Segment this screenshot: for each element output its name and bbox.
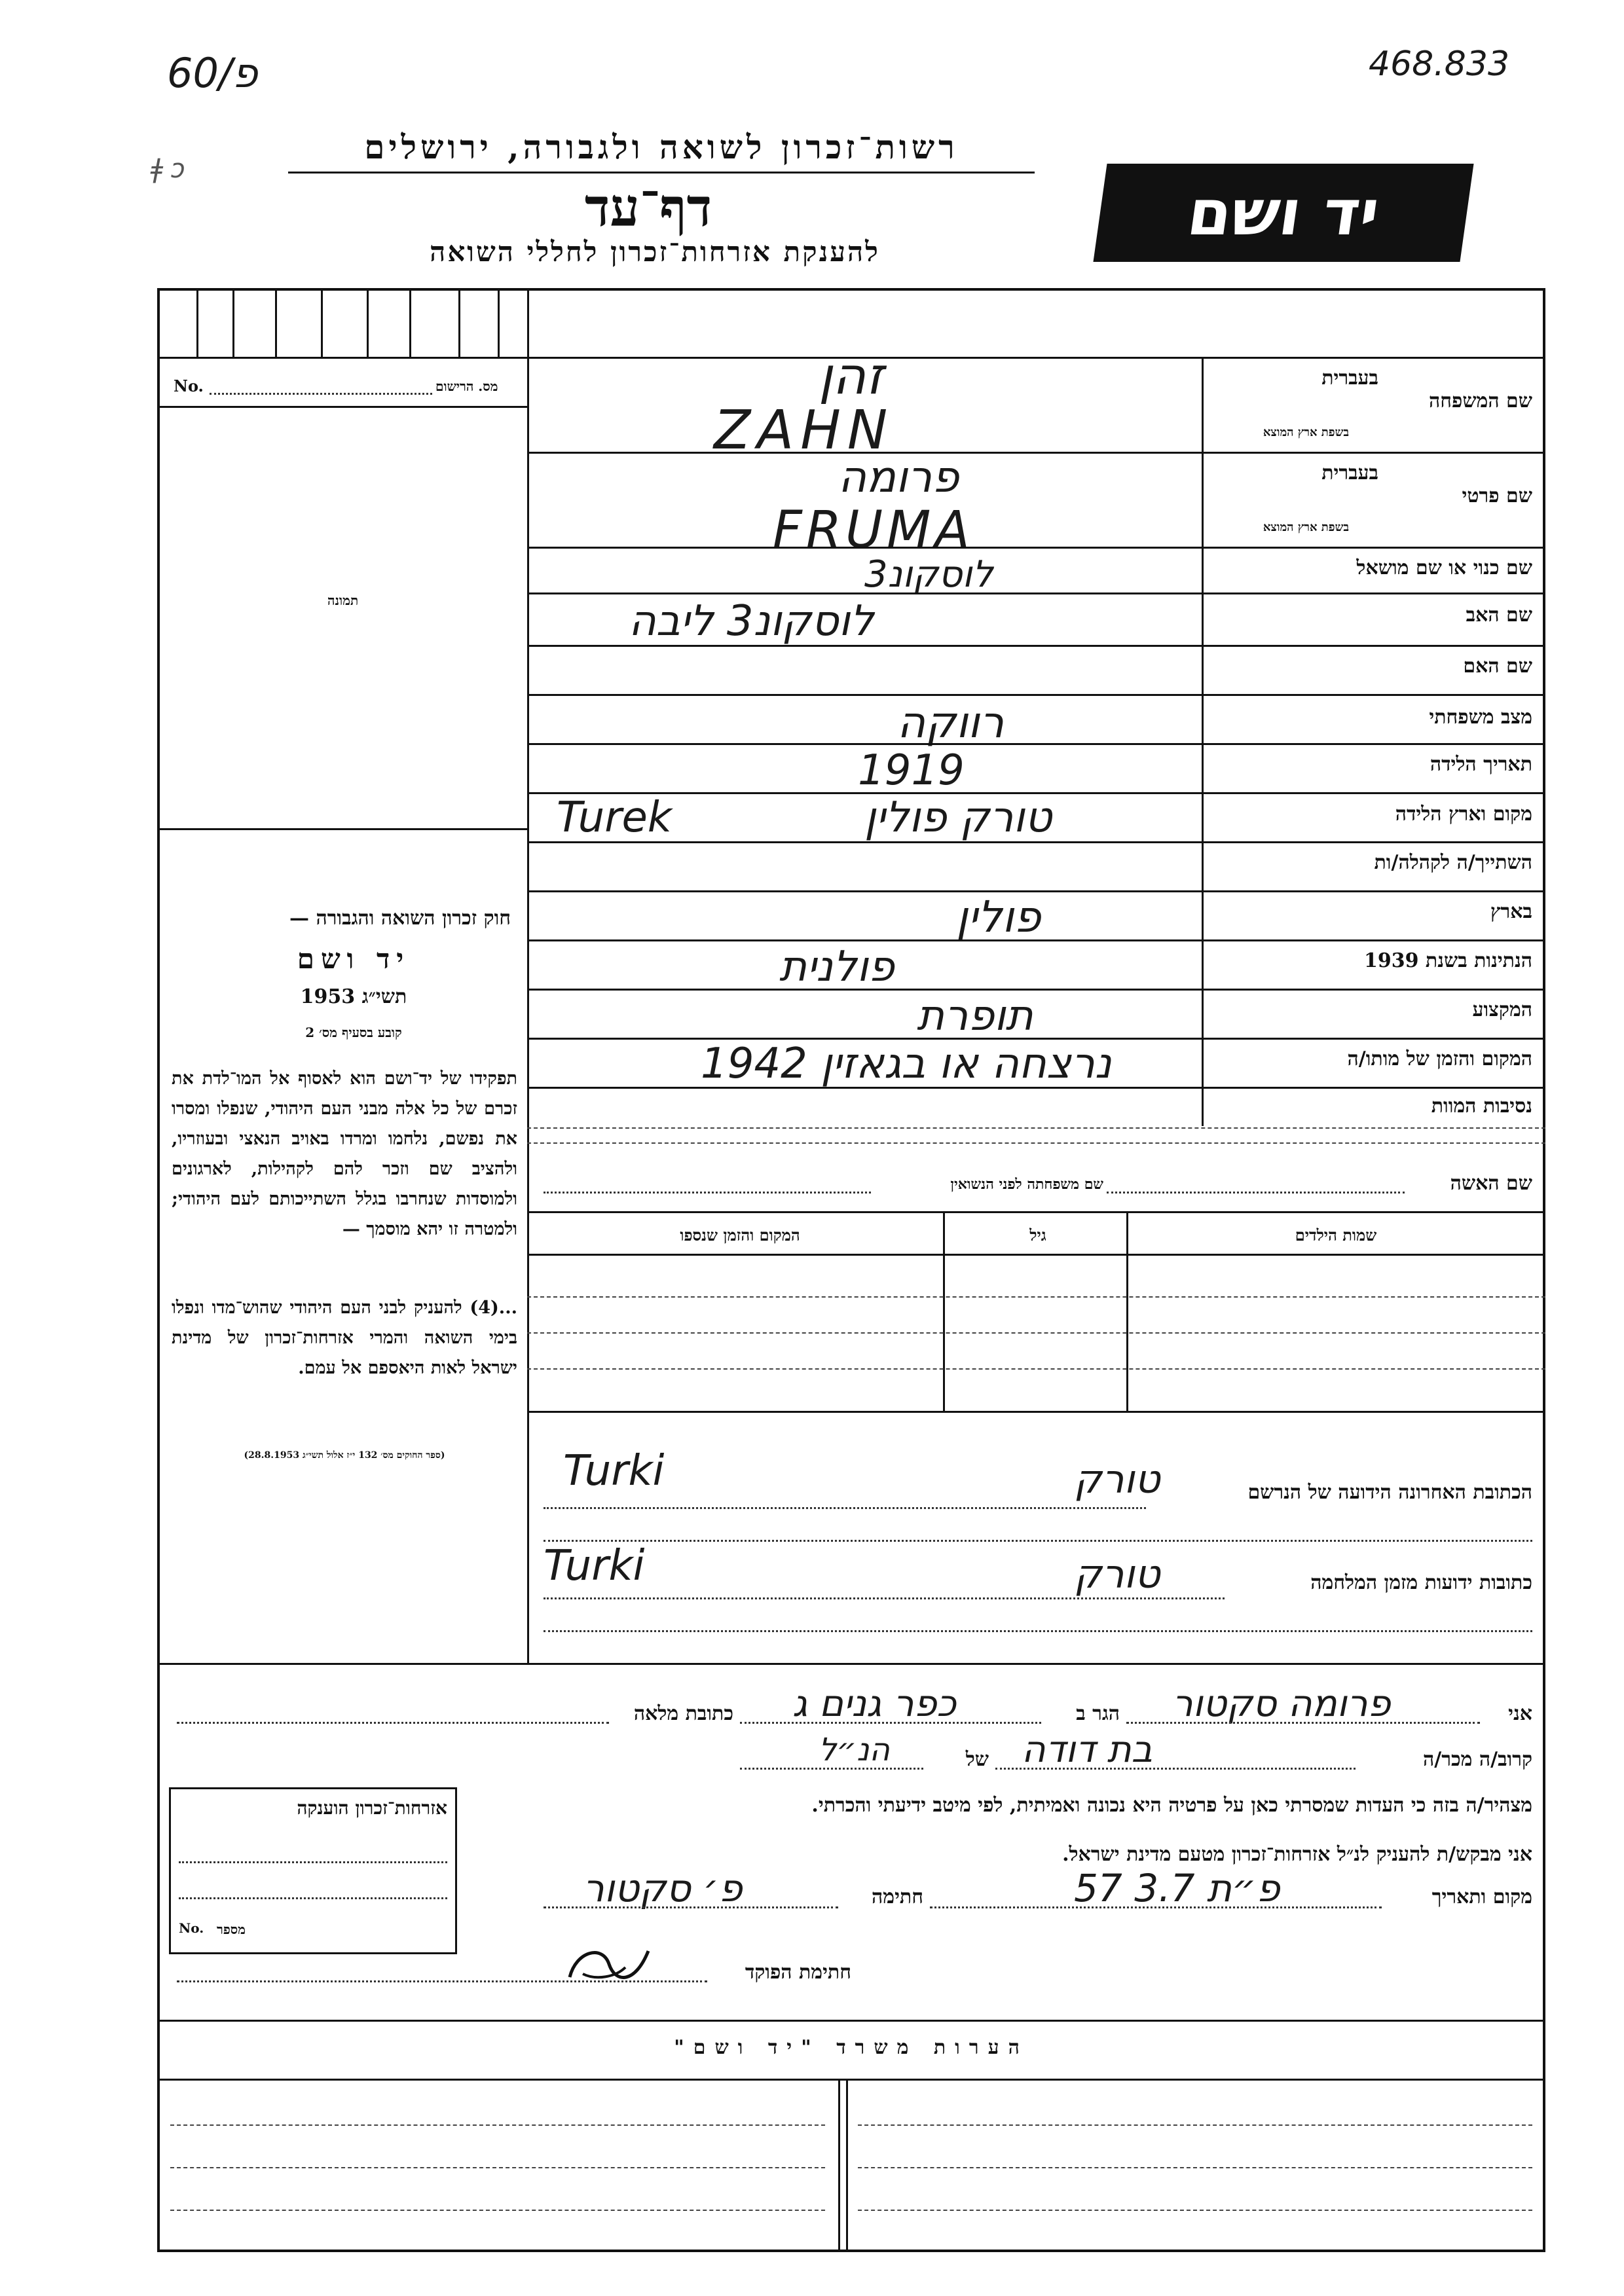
table-header-line [527,1254,1545,1256]
last-address-label: הכתובת האחרונה הידועה של הנרשם [1247,1481,1532,1504]
death-circumstances-label: נסיבות המוות [1431,1095,1532,1118]
office-notes-line [858,2124,1532,2126]
last-address-line [544,1507,1146,1509]
profession-label: המקצוע [1472,998,1532,1021]
wife-maiden-line [544,1192,871,1194]
surname-label: שם המשפחה [1428,390,1532,412]
office-notes-line [170,2124,825,2126]
left-panel-divider [527,288,529,1663]
office-notes-line [858,2210,1532,2211]
photo-area-bottom [157,828,527,830]
registration-no-label: No. [174,376,204,395]
form-subtitle: להענקת אזרחות־זכרון לחללי השואה [430,236,880,268]
first-name-hebrew-value: פרומה [838,452,959,502]
country-label: בארץ [1490,900,1532,923]
relative-label: קרוב/ה מכר/ה [1423,1748,1532,1771]
marital-label: מצב משפחתי [1429,706,1532,729]
last-address-hebrew: טורק [1074,1457,1160,1503]
office-notes-column [846,2079,848,2252]
mother-label: שם האם [1463,655,1532,678]
table-row-line [527,1332,1545,1334]
box-divider [196,288,198,357]
place-date-value: פ״ת 3.7 57 [1074,1866,1280,1910]
photo-label: תמונה [327,592,359,608]
form-title: דף־עד [584,177,712,238]
full-address-label: כתובת מלאה [633,1702,733,1725]
relation-line [995,1768,1356,1770]
of-value: הנ״ל [819,1732,890,1768]
office-notes-line [858,2167,1532,2168]
father-value: לוסקונ3 ליבה [629,597,874,646]
full-address-line [177,1722,609,1724]
place-date-label: מקום ותאריך [1431,1886,1532,1908]
scribble-mark: ǂ ↄ [151,154,186,184]
relation-value: בת דודה [1022,1728,1153,1771]
office-notes-divider [157,2020,1545,2022]
law-paragraph-2: ...(4) להעניק לבני העם היהודי שהוש־מדו ונפלו בימי השואה והמרי אזרחות־זכרון של מדינת ישראל לאות היאספם אל עמם. [172,1298,517,1378]
birth-place-latin-value: Turek [557,793,672,842]
table-column-line [1126,1211,1128,1411]
death-place-value: נרצחה או בגאזין 1942 [701,1040,1112,1088]
first-name-native-value: FRUMA [773,501,974,560]
citizenship-label: הנתינות בשנת 1939 [1363,949,1532,972]
community-label: השתייך/ה לקהלה/ות [1374,851,1532,874]
children-names-header: שמות הילדים [1295,1226,1377,1245]
signature-label: חתימה [872,1886,923,1908]
office-notes-line [170,2167,825,2168]
office-notes-title: הערות משרד "יד ושם" [674,2036,1029,2059]
citizenship-number-label: מספר [217,1922,246,1937]
declarant-residence: כפר גנים ג [792,1683,957,1725]
birth-place-value: טורק פולין [864,793,1052,842]
row-line [527,1142,1545,1144]
wartime-address-hebrew: טורק [1074,1552,1160,1597]
wartime-address-line-2 [544,1630,1532,1632]
box-divider [232,288,234,357]
of-label: של [965,1748,989,1771]
declarant-i-label: אני [1508,1702,1532,1725]
section-divider [157,1663,1545,1665]
first-name-hebrew-sub: בעברית [1321,462,1378,484]
wife-label: שם האשה [1450,1172,1532,1195]
marital-value: רווקה [897,697,1005,748]
surname-native-value: ZAHN [714,399,895,462]
box-divider [498,288,500,357]
row-line [527,989,1545,991]
declaration-text: מצהיר/ה בזה כי העדות שמסרתי כאן על פרטיה היא נכונה ואמיתית, לפי מיטב ידיעתי והכרתי. [811,1794,1532,1817]
of-line [740,1768,923,1770]
row-line [527,645,1545,647]
officer-signature-scribble [563,1938,655,2001]
law-heading: חוק זכרון השואה והגבורה — [289,907,511,930]
label-column-divider [1202,357,1204,1126]
office-notes-column [838,2079,840,2252]
profession-value: תופרת [917,992,1033,1040]
row-line [527,743,1545,745]
table-row-line [527,1368,1545,1370]
registration-label: מס. הרישום [435,378,498,394]
citizenship-value: פולנית [779,943,895,991]
wartime-address-line [544,1597,1225,1599]
row-line [527,1127,1545,1129]
law-year: תשי״ג 1953 [300,985,407,1008]
citizenship-granted-box [169,1787,457,1954]
first-name-native-sub: בשפת ארץ המוצא [1263,520,1349,534]
surname-hebrew-value: זהן [819,347,884,406]
law-paragraph-1: תפקידו של יד־ושם הוא לאסוף אל המו־לדת את זכרם של כל אלה מבני העם היהודי, שנפלו ומסרו את נפשם, נלחמו ומרדו באויב הנאצי ובעוזריו, ולהציב שם וזכר להם לקהילות, לארגונים ולמוסדות שנחרבו בגלל השתייכותם לעם היהודי; ולמטרה זו יהא מוסמך — [172,1068,517,1239]
table-column-line [943,1211,945,1411]
nickname-value: לוסקונ3 [864,553,993,596]
nickname-label: שם כנוי או שם מושאל [1356,556,1532,579]
form-frame [157,288,1545,2252]
row-line [527,841,1545,843]
surname-hebrew-sub: בעברית [1321,367,1378,390]
father-label: שם האב [1466,604,1532,627]
archive-number: 468.833 [1369,45,1510,84]
officer-line [177,1980,707,1982]
box-divider [458,288,460,357]
citizenship-no-label: No. [179,1920,204,1936]
wartime-address-label: כתובות ידועות מזמן המלחמה [1310,1571,1532,1594]
table-row-line [527,1296,1545,1298]
row-line [527,1211,1545,1213]
signature-line [544,1906,838,1908]
row-line [527,452,1545,454]
declarant-resides-label: הגר ב [1076,1702,1120,1725]
wife-maiden-label: שם משפחתה לפני הנשואין [950,1176,1103,1193]
registration-no-line [210,393,432,395]
last-address-line-2 [544,1540,1532,1542]
wife-line [1107,1192,1405,1194]
office-notes-header-line [157,2079,1545,2081]
box-divider [409,288,411,357]
children-age-header: גיל [1029,1226,1046,1245]
declarant-name-line [1126,1722,1480,1724]
birth-date-label: תאריך הלידה [1430,753,1532,776]
birth-date-value: 1919 [858,746,965,795]
table-bottom-line [527,1411,1545,1413]
last-address-latin: Turki [563,1447,665,1495]
first-name-label: שם פרטי [1462,484,1532,507]
country-value: פולין [956,892,1041,942]
children-place-header: המקום והזמן שנספו [680,1226,800,1245]
institution-underline [288,172,1035,173]
birth-place-label: מקום וארץ הלידה [1395,803,1532,826]
row-line [527,939,1545,941]
row-line [527,694,1545,696]
death-place-label: המקום והזמן של מותו/ה [1347,1048,1532,1070]
box-divider [321,288,323,357]
office-notes-line [170,2210,825,2211]
citizenship-granted-title: אזרחות־זכרון הוענקה [297,1797,447,1819]
box-divider [275,288,277,357]
row-line [527,592,1545,594]
yad-vashem-logo: יד ושם [1093,164,1473,262]
place-date-line [930,1906,1382,1908]
residence-line [740,1722,1041,1724]
institution-name: רשות־זכרון לשואה ולגבורה, ירושלים [364,128,959,166]
citizenship-line [179,1897,447,1899]
declarant-name: פרומה סקטור [1172,1683,1391,1725]
registration-line [157,406,527,408]
law-clause: קובע בסעיף מס׳ 2 [305,1025,402,1040]
law-name: יד ושם [297,943,411,975]
officer-signature-label: חתימת הפוקד [745,1961,851,1984]
row-line [527,1087,1545,1089]
row-line [527,547,1545,549]
surname-native-sub: בשפת ארץ המוצא [1263,426,1349,439]
citizenship-line [179,1861,447,1863]
request-text: אני מבקש/ת להעניק לנ״ל אזרחות־זכרון מטעם מדינת ישראל. [1062,1843,1532,1866]
signature-value: פ׳ סקטור [583,1866,743,1910]
law-reference: (ספר החוקים מס׳ 132 י״ז אלול תשי״ג 28.8.1953) [244,1450,445,1461]
wartime-address-latin: Turki [544,1542,645,1590]
box-divider [367,288,369,357]
top-left-handwritten-note: 60/פ [167,49,258,97]
